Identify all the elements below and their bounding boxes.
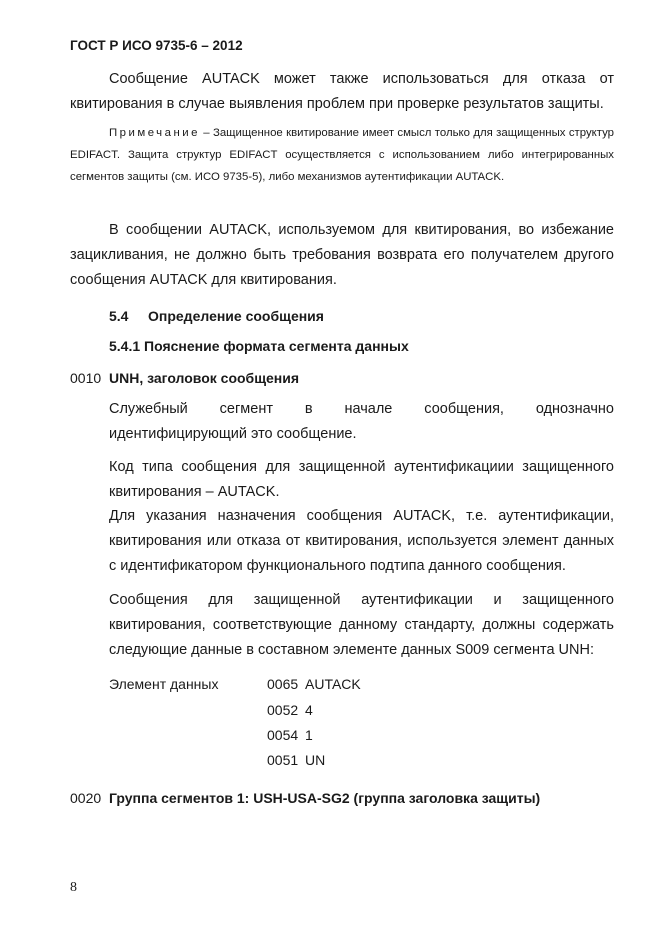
unh-paragraph-1: Служебный сегмент в начале сообщения, однозначно идентифицирующий это сообщение. [109, 401, 614, 442]
data-element-code: 0052 [267, 702, 299, 718]
paragraph-autack-refusal: Сообщение AUTACK может также использоваться для отказа от квитирования в случае выявления проблем при проверке результатов защиты. [70, 71, 614, 112]
data-element-value: 4 [305, 702, 313, 718]
data-element-code: 0051 [267, 752, 299, 768]
data-element-row [267, 727, 313, 743]
data-element-label: Элемент данных [109, 676, 219, 692]
page-number: 8 [70, 880, 77, 895]
section-heading [109, 308, 324, 324]
segment-code: 0010 [70, 370, 102, 386]
note-block [70, 122, 614, 188]
data-element-code: 0054 [267, 727, 299, 743]
data-element-row [267, 702, 313, 718]
section-number: 5.4 [109, 308, 129, 324]
document-header: ГОСТ Р ИСО 9735-6 – 2012 [70, 38, 243, 53]
segment-0010-heading [70, 370, 299, 386]
note-text: – Защищенное квитирование имеет смысл только для защищенных структур EDIFACT. Защита структур EDIFACT осуществляется с использованием либо интегрированных сегментов защиты (см. ИСО 9735-5), либо механизмов аутентификации AUTACK. [70, 127, 614, 183]
data-element-value: 1 [305, 727, 313, 743]
segment-code: 0020 [70, 790, 102, 806]
data-element-row [267, 752, 325, 768]
note-label: Примечание [109, 127, 200, 139]
paragraph-looping: В сообщении AUTACK, используемом для квитирования, во избежание зацикливания, не должно быть требования возврата его получателем другого сообщения AUTACK для квитирования. [70, 222, 614, 288]
data-element-row [267, 676, 361, 692]
unh-paragraph-3: Для указания назначения сообщения AUTACK, т.е. аутентификации, квитирования или отказа от квитирования, используется элемент данных с идентификатором функционального подтипа данного сообщения. [109, 508, 614, 574]
subsection-heading: 5.4.1 Пояснение формата сегмента данных [109, 338, 409, 354]
segment-title: Группа сегментов 1: USH-USA-SG2 (группа заголовка защиты) [109, 790, 541, 806]
unh-paragraph-4: Сообщения для защищенной аутентификации и защищенного квитирования, соответствующие данному стандарту, должны содержать следующие данные в составном элементе данных S009 сегмента UNH: [109, 592, 614, 658]
unh-paragraph-2: Код типа сообщения для защищенной аутентификациии защищенного квитирования – AUTACK. [109, 459, 614, 500]
segment-title: UNH, заголовок сообщения [109, 370, 300, 386]
data-element-value: UN [305, 752, 326, 768]
segment-0020-heading [70, 790, 540, 806]
section-title: Определение сообщения [148, 308, 324, 324]
data-element-value: AUTACK [305, 676, 361, 692]
data-element-code: 0065 [267, 676, 299, 692]
